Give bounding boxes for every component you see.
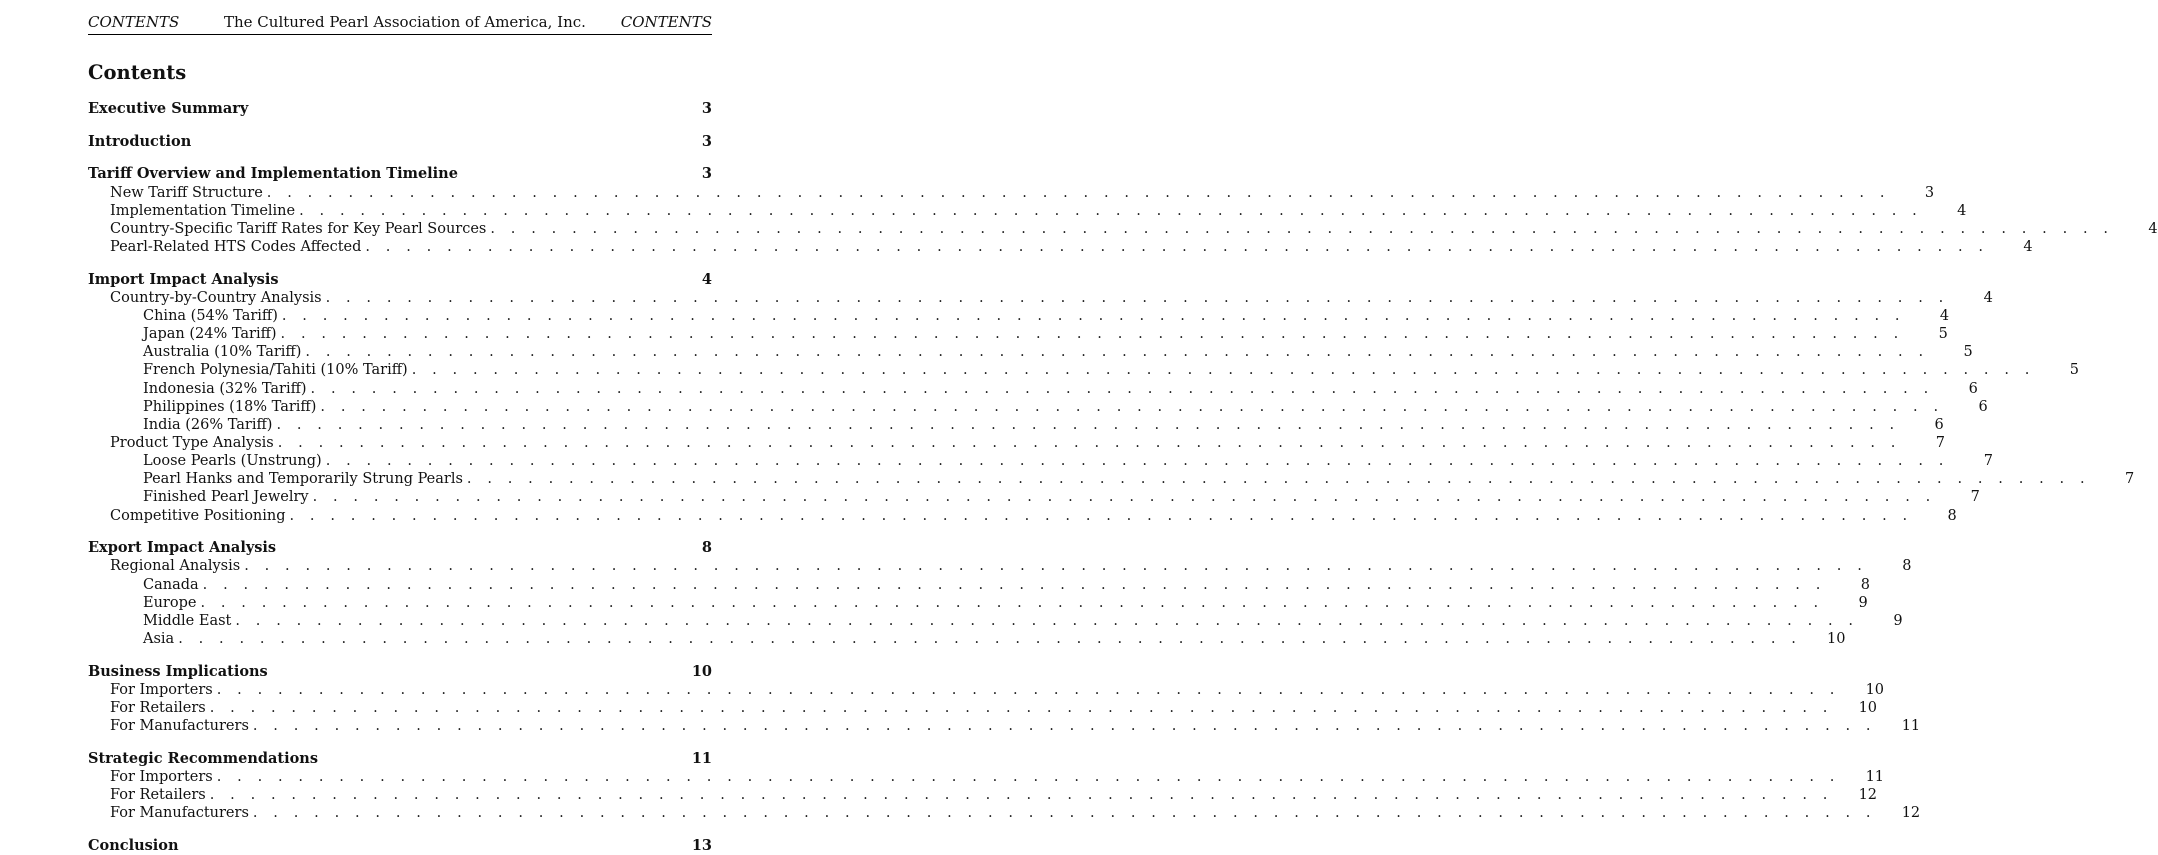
toc-page-number: 3 — [701, 132, 712, 150]
toc-entry-title: Export Impact Analysis — [88, 539, 277, 557]
table-of-contents — [88, 96, 2158, 855]
toc-page-number: 5 — [1963, 344, 1973, 361]
toc-entry-title: Japan (24% Tariff) — [143, 326, 277, 343]
toc-page-number: 10 — [1827, 631, 1846, 648]
toc-entry-title: For Manufacturers — [110, 718, 249, 735]
toc-page-number: 8 — [1947, 507, 1957, 524]
toc-entry-title: Regional Analysis — [110, 558, 241, 575]
toc-entry-title: Indonesia (32% Tariff) — [143, 380, 307, 397]
toc-page-number: 4 — [1939, 308, 1950, 325]
toc-entry-title: Pearl-Related HTS Codes Affected — [110, 239, 362, 256]
toc-subsection-entry[interactable] — [88, 289, 1993, 307]
toc-entry-title: For Retailers — [110, 787, 206, 804]
toc-page-number: 6 — [1934, 416, 1944, 433]
toc-subsubsection-entry[interactable] — [88, 343, 1973, 361]
toc-page-number: 10 — [1865, 681, 1885, 698]
toc-entry-title: Business Implications — [88, 662, 268, 680]
toc-page-number: 12 — [1858, 787, 1878, 804]
toc-page-number: 3 — [701, 165, 712, 183]
toc-page-number: 4 — [701, 270, 712, 288]
toc-page-number: 4 — [2148, 220, 2158, 237]
toc-subsubsection-entry[interactable] — [88, 488, 1980, 506]
toc-page-number: 4 — [2023, 239, 2033, 256]
toc-section-entry[interactable] — [88, 100, 712, 118]
toc-entry-title: For Importers — [110, 681, 213, 698]
toc-subsection-entry[interactable] — [88, 786, 1878, 804]
header-organization: The Cultured Pearl Association of America, Inc. — [224, 13, 586, 31]
toc-subsubsection-entry[interactable] — [88, 470, 2135, 488]
toc-entry-title: New Tariff Structure — [110, 184, 263, 201]
toc-page-number: 5 — [1938, 326, 1948, 343]
toc-subsubsection-entry[interactable] — [88, 398, 1988, 416]
header-section-right: CONTENTS — [620, 13, 712, 31]
toc-entry-title: Asia — [143, 631, 175, 648]
toc-dot-leader: . . . . . . . . . . . . . . . . . . . . . . . . . . . . . . . . . . . . . . . . . . . . . . . . . . . . . . . . . . . . . . . . . . . . . . . . . . . . . . . . — [365, 239, 1989, 256]
toc-entry-title: China (54% Tariff) — [143, 308, 278, 325]
toc-dot-leader: . . . . . . . . . . . . . . . . . . . . . . . . . . . . . . . . . . . . . . . . . . . . . . . . . . . . . . . . . . . . . . . . . . . . . . . . . . . . . . . . — [411, 362, 2035, 379]
toc-dot-leader: . . . . . . . . . . . . . . . . . . . . . . . . . . . . . . . . . . . . . . . . . . . . . . . . . . . . . . . . . . . . . . . . . . . . . . . . . . . . . . . . — [266, 184, 1891, 201]
toc-dot-leader: . . . . . . . . . . . . . . . . . . . . . . . . . . . . . . . . . . . . . . . . . . . . . . . . . . . . . . . . . . . . . . . . . . . . . . . . . . . . . . . . — [276, 416, 1900, 433]
toc-dot-leader: . . . . . . . . . . . . . . . . . . . . . . . . . . . . . . . . . . . . . . . . . . . . . . . . . . . . . . . . . . . . . . . . . . . . . . . . . . . . . . . . — [310, 380, 1934, 397]
toc-entry-title: India (26% Tariff) — [143, 416, 273, 433]
toc-entry-title: Finished Pearl Jewelry — [143, 489, 309, 506]
toc-subsubsection-entry[interactable] — [88, 416, 1944, 434]
toc-entry-title: French Polynesia/Tahiti (10% Tariff) — [143, 362, 408, 379]
toc-page-number: 4 — [1983, 289, 1993, 306]
toc-entry-title: Introduction — [88, 132, 192, 150]
toc-page-number: 3 — [701, 100, 712, 117]
toc-entry-title: Implementation Timeline — [110, 202, 296, 219]
toc-entry-title: Import Impact Analysis — [88, 270, 279, 288]
toc-entry-title: Conclusion — [88, 837, 179, 855]
toc-dot-leader: . . . . . . . . . . . . . . . . . . . . . . . . . . . . . . . . . . . . . . . . . . . . . . . . . . . . . . . . . . . . . . . . . . . . . . . . . . . . . . . . — [244, 558, 1868, 575]
toc-page-number: 5 — [2069, 362, 2079, 379]
toc-page-number: 10 — [691, 662, 712, 680]
toc-subsubsection-entry[interactable] — [88, 380, 1978, 398]
toc-entry-title: Canada — [143, 576, 199, 593]
toc-subsection-entry[interactable] — [88, 717, 1921, 735]
toc-section-entry[interactable] — [88, 539, 712, 557]
toc-dot-leader: . . . . . . . . . . . . . . . . . . . . . . . . . . . . . . . . . . . . . . . . . . . . . . . . . . . . . . . . . . . . . . . . . . . . . . . . . . . . . . . . — [320, 398, 1944, 415]
toc-section-entry[interactable] — [88, 165, 712, 183]
toc-page-number: 11 — [691, 749, 712, 767]
toc-dot-leader: . . . . . . . . . . . . . . . . . . . . . . . . . . . . . . . . . . . . . . . . . . . . . . . . . . . . . . . . . . . . . . . . . . . . . . . . . . . . . . . . — [280, 326, 1904, 343]
toc-dot-leader: . . . . . . . . . . . . . . . . . . . . . . . . . . . . . . . . . . . . . . . . . . . . . . . . . . . . . . . . . . . . . . . . . . . . . . . . . . . . . . . . — [200, 594, 1824, 611]
toc-subsection-entry[interactable] — [88, 768, 1885, 786]
toc-page-number: 8 — [701, 539, 712, 557]
toc-subsection-entry[interactable] — [88, 184, 1935, 202]
toc-entry-title: Middle East — [143, 612, 232, 629]
toc-subsection-entry[interactable] — [88, 434, 1945, 452]
toc-subsubsection-entry[interactable] — [88, 361, 2079, 379]
toc-entry-title: Product Type Analysis — [110, 435, 274, 452]
toc-dot-leader: . . . . . . . . . . . . . . . . . . . . . . . . . . . . . . . . . . . . . . . . . . . . . . . . . . . . . . . . . . . . . . . . . . . . . . . . . . . . . . . . — [466, 471, 2091, 488]
toc-entry-title: For Retailers — [110, 700, 206, 717]
toc-subsection-entry[interactable] — [88, 220, 2158, 238]
toc-dot-leader: . . . . . . . . . . . . . . . . . . . . . . . . . . . . . . . . . . . . . . . . . . . . . . . . . . . . . . . . . . . . . . . . . . . . . . . . . . . . . . . . — [299, 202, 1923, 219]
toc-page-number: 7 — [2124, 471, 2135, 488]
toc-subsubsection-entry[interactable] — [88, 325, 1948, 343]
toc-page-number: 9 — [1893, 612, 1903, 629]
toc-page-number: 13 — [691, 837, 712, 855]
toc-subsection-entry[interactable] — [88, 557, 1912, 575]
toc-subsubsection-entry[interactable] — [88, 630, 1846, 648]
toc-dot-leader: . . . . . . . . . . . . . . . . . . . . . . . . . . . . . . . . . . . . . . . . . . . . . . . . . . . . . . . . . . . . . . . . . . . . . . . . . . . . . . . . — [202, 576, 1826, 593]
toc-page-number: 11 — [1865, 769, 1885, 786]
toc-subsubsection-entry[interactable] — [88, 576, 1870, 594]
toc-subsection-entry[interactable] — [88, 202, 1967, 220]
toc-page-number: 7 — [1983, 453, 1993, 470]
toc-dot-leader: . . . . . . . . . . . . . . . . . . . . . . . . . . . . . . . . . . . . . . . . . . . . . . . . . . . . . . . . . . . . . . . . . . . . . . . . . . . . . . . . — [252, 805, 1877, 822]
page-title: Contents — [88, 61, 187, 84]
toc-section-entry[interactable] — [88, 750, 712, 768]
toc-entry-title: Country-Specific Tariff Rates for Key Pearl Sources — [110, 220, 487, 237]
toc-subsection-entry[interactable] — [88, 681, 1885, 699]
toc-entry-title: Pearl Hanks and Temporarily Strung Pearls — [143, 471, 463, 488]
toc-page-number: 6 — [1978, 398, 1988, 415]
toc-page-number: 11 — [1901, 718, 1921, 735]
toc-subsubsection-entry[interactable] — [88, 452, 1993, 470]
toc-dot-leader: . . . . . . . . . . . . . . . . . . . . . . . . . . . . . . . . . . . . . . . . . . . . . . . . . . . . . . . . . . . . . . . . . . . . . . . . . . . . . . . . — [289, 507, 1913, 524]
toc-page-number: 6 — [1968, 380, 1978, 397]
toc-entry-title: Country-by-Country Analysis — [110, 289, 322, 306]
toc-section-entry[interactable] — [88, 271, 712, 289]
toc-dot-leader: . . . . . . . . . . . . . . . . . . . . . . . . . . . . . . . . . . . . . . . . . . . . . . . . . . . . . . . . . . . . . . . . . . . . . . . . . . . . . . . . — [216, 681, 1841, 698]
toc-page-number: 7 — [1935, 435, 1945, 452]
toc-dot-leader: . . . . . . . . . . . . . . . . . . . . . . . . . . . . . . . . . . . . . . . . . . . . . . . . . . . . . . . . . . . . . . . . . . . . . . . . . . . . . . . . — [252, 718, 1877, 735]
toc-entry-title: Europe — [143, 594, 197, 611]
toc-entry-title: Australia (10% Tariff) — [143, 344, 302, 361]
toc-subsection-entry[interactable] — [88, 804, 1921, 822]
toc-page-number: 12 — [1901, 805, 1921, 822]
toc-dot-leader: . . . . . . . . . . . . . . . . . . . . . . . . . . . . . . . . . . . . . . . . . . . . . . . . . . . . . . . . . . . . . . . . . . . . . . . . . . . . . . . . — [209, 787, 1834, 804]
toc-entry-title: Competitive Positioning — [110, 507, 286, 524]
toc-dot-leader: . . . . . . . . . . . . . . . . . . . . . . . . . . . . . . . . . . . . . . . . . . . . . . . . . . . . . . . . . . . . . . . . . . . . . . . . . . . . . . . . — [325, 289, 1949, 306]
toc-dot-leader: . . . . . . . . . . . . . . . . . . . . . . . . . . . . . . . . . . . . . . . . . . . . . . . . . . . . . . . . . . . . . . . . . . . . . . . . . . . . . . . . — [490, 220, 2114, 237]
toc-subsection-entry[interactable] — [88, 699, 1878, 717]
toc-page-number: 3 — [1924, 184, 1935, 201]
toc-page-number: 9 — [1858, 594, 1868, 611]
toc-section-entry[interactable] — [88, 837, 712, 855]
toc-entry-title: Tariff Overview and Implementation Timeline — [88, 165, 458, 183]
toc-dot-leader: . . . . . . . . . . . . . . . . . . . . . . . . . . . . . . . . . . . . . . . . . . . . . . . . . . . . . . . . . . . . . . . . . . . . . . . . . . . . . . . . — [209, 700, 1834, 717]
toc-subsection-entry[interactable] — [88, 238, 2033, 256]
toc-subsubsection-entry[interactable] — [88, 307, 1950, 325]
toc-subsection-entry[interactable] — [88, 507, 1957, 525]
toc-entry-title: For Importers — [110, 769, 213, 786]
toc-page-number: 7 — [1970, 489, 1980, 506]
toc-section-entry[interactable] — [88, 133, 712, 151]
toc-dot-leader: . . . . . . . . . . . . . . . . . . . . . . . . . . . . . . . . . . . . . . . . . . . . . . . . . . . . . . . . . . . . . . . . . . . . . . . . . . . . . . . . — [305, 344, 1929, 361]
toc-dot-leader: . . . . . . . . . . . . . . . . . . . . . . . . . . . . . . . . . . . . . . . . . . . . . . . . . . . . . . . . . . . . . . . . . . . . . . . . . . . . . . . . — [281, 308, 1906, 325]
toc-entry-title: Executive Summary — [88, 100, 249, 117]
toc-entry-title: Strategic Recommendations — [88, 749, 318, 767]
toc-subsubsection-entry[interactable] — [88, 612, 1903, 630]
toc-page-number: 10 — [1858, 700, 1878, 717]
toc-dot-leader: . . . . . . . . . . . . . . . . . . . . . . . . . . . . . . . . . . . . . . . . . . . . . . . . . . . . . . . . . . . . . . . . . . . . . . . . . . . . . . . . — [235, 612, 1859, 629]
toc-dot-leader: . . . . . . . . . . . . . . . . . . . . . . . . . . . . . . . . . . . . . . . . . . . . . . . . . . . . . . . . . . . . . . . . . . . . . . . . . . . . . . . . — [325, 453, 1949, 470]
toc-page-number: 8 — [1902, 558, 1912, 575]
toc-section-entry[interactable] — [88, 663, 712, 681]
toc-entry-title: For Manufacturers — [110, 805, 249, 822]
toc-page-number: 8 — [1860, 576, 1870, 593]
toc-entry-title: Loose Pearls (Unstrung) — [143, 453, 322, 470]
toc-page-number: 4 — [1957, 202, 1967, 219]
header-section-left: CONTENTS — [88, 13, 180, 31]
toc-dot-leader: . . . . . . . . . . . . . . . . . . . . . . . . . . . . . . . . . . . . . . . . . . . . . . . . . . . . . . . . . . . . . . . . . . . . . . . . . . . . . . . . — [178, 631, 1802, 648]
toc-dot-leader: . . . . . . . . . . . . . . . . . . . . . . . . . . . . . . . . . . . . . . . . . . . . . . . . . . . . . . . . . . . . . . . . . . . . . . . . . . . . . . . . — [277, 435, 1901, 452]
toc-entry-title: Philippines (18% Tariff) — [143, 398, 317, 415]
toc-subsubsection-entry[interactable] — [88, 594, 1868, 612]
toc-dot-leader: . . . . . . . . . . . . . . . . . . . . . . . . . . . . . . . . . . . . . . . . . . . . . . . . . . . . . . . . . . . . . . . . . . . . . . . . . . . . . . . . — [216, 769, 1841, 786]
toc-dot-leader: . . . . . . . . . . . . . . . . . . . . . . . . . . . . . . . . . . . . . . . . . . . . . . . . . . . . . . . . . . . . . . . . . . . . . . . . . . . . . . . . — [312, 489, 1936, 506]
running-header — [88, 10, 712, 35]
